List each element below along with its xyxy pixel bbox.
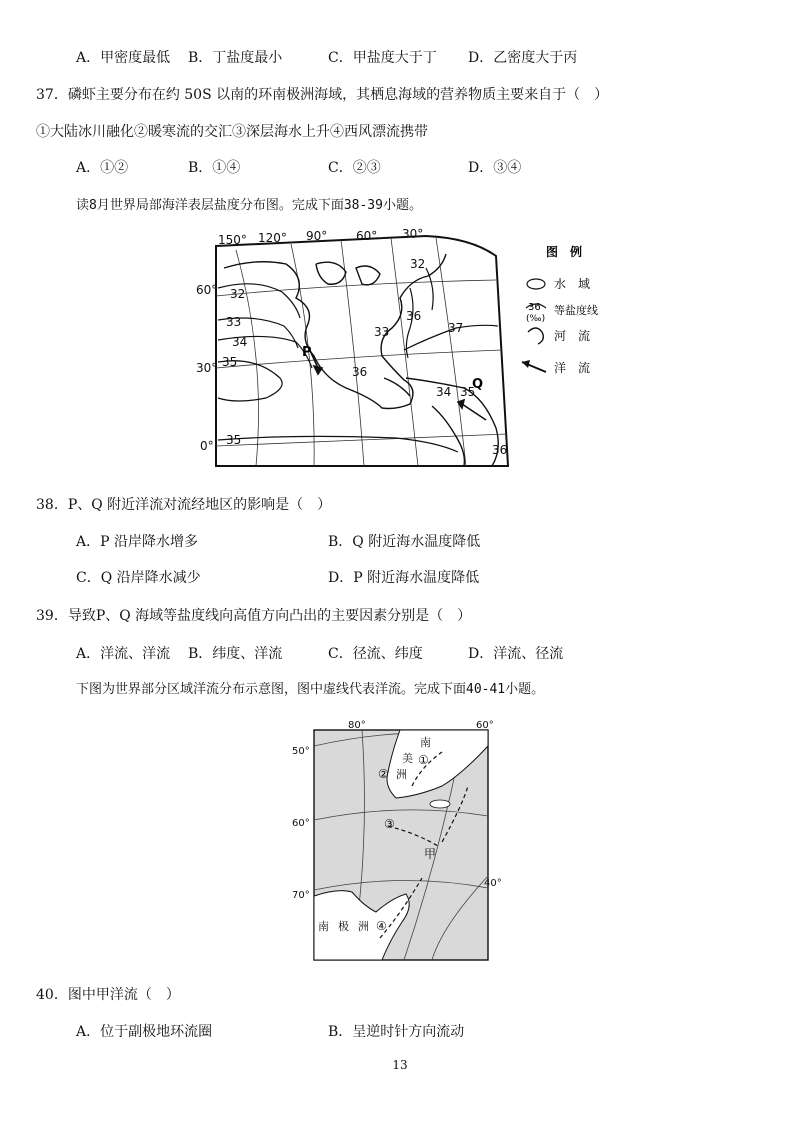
region-char: 南 (318, 920, 329, 933)
intro-40-41: 下图为世界部分区域洋流分布示意图，图中虚线代表洋流。完成下面40-41小题。 (76, 682, 545, 697)
q38-option-c: C．Q 沿岸降水减少 (76, 570, 201, 586)
lat-label: 0° (200, 439, 214, 453)
q40-stem: 40．图中甲洋流（ ） (36, 987, 180, 1003)
isohaline-label: 34 (232, 335, 248, 349)
current-map (292, 716, 506, 966)
q39-stem: 39．导致P、Q 海域等盐度线向高值方向凸出的主要因素分别是（ ） (36, 608, 472, 624)
region-char: 南 (420, 736, 431, 749)
lat-label: 30° (196, 361, 218, 375)
isohaline-label: 35 (460, 385, 476, 399)
q38-stem: 38．P、Q 附近洋流对流经地区的影响是（ ） (36, 497, 332, 513)
lon-label: 150° (218, 233, 247, 247)
q39-option-d: D．洋流、径流 (468, 646, 564, 662)
q37-option-a: A．①② (76, 160, 129, 176)
lon-label: 80° (348, 720, 366, 731)
isohaline-label: 34 (436, 385, 452, 399)
q37-items: ①大陆冰川融化②暖寒流的交汇③深层海水上升④西风漂流携带 (36, 124, 428, 140)
region-char: 洲 (396, 768, 407, 781)
q36-option-a: A．甲密度最低 (76, 50, 171, 66)
region-char: 洲 (358, 920, 369, 933)
isohaline-label: 32 (410, 257, 426, 271)
lat-label: 60° (196, 283, 218, 297)
lat-label: 60° (292, 818, 310, 829)
lon-label: 60° (476, 720, 494, 731)
q36-option-d: D．乙密度大于丙 (468, 50, 578, 66)
isohaline-label: 32 (230, 287, 246, 301)
isohaline-label: 33 (226, 315, 242, 329)
lon-label: 30° (402, 228, 424, 241)
isohaline-label: 33 (374, 325, 390, 339)
legend-sample-unit: (‰) (526, 314, 546, 324)
q37-stem: 37．磷虾主要分布在约 50S 以南的环南极洲海域，其栖息海域的营养物质主要来自于（ ） (36, 87, 609, 103)
q40-option-a: A．位于副极地环流圈 (76, 1024, 213, 1040)
map-legend (522, 244, 598, 375)
isohaline-label: 36 (352, 365, 368, 379)
legend-label: 洋 流 (554, 361, 591, 375)
lon-label: 120° (258, 231, 287, 245)
isohaline-label: 35 (222, 355, 238, 369)
q38-option-a: A．P 沿岸降水增多 (76, 534, 198, 550)
region-char: 美 (402, 752, 413, 765)
river-icon (528, 328, 543, 344)
isohaline-label: 37 (448, 321, 464, 335)
q39-option-b: B．纬度、洋流 (188, 646, 283, 662)
region-char: 极 (338, 920, 349, 933)
lon-label: 40° (484, 878, 502, 889)
q40-option-b: B．呈逆时针方向流动 (328, 1024, 465, 1040)
lat-label: 50° (292, 746, 310, 757)
q38-option-d: D．P 附近海水温度降低 (328, 570, 480, 586)
isohaline-label: 36 (406, 309, 422, 323)
intro-38-39: 读8月世界局部海洋表层盐度分布图。完成下面38-39小题。 (76, 198, 422, 213)
page-number: 13 (392, 1058, 408, 1072)
salinity-map (196, 228, 616, 474)
map-frame (216, 236, 508, 466)
current-jia-label: 甲 (424, 847, 437, 861)
q37-option-b: B．①④ (188, 160, 241, 176)
legend-title: 图 例 (546, 245, 583, 259)
q39-option-a: A．洋流、洋流 (76, 646, 171, 662)
lon-label: 90° (306, 229, 328, 243)
q36-option-b: B．丁盐度最小 (188, 50, 283, 66)
point-p-label: P (302, 345, 312, 360)
lon-label: 60° (356, 229, 378, 243)
marker-2: ② (378, 767, 389, 781)
marker-1: ① (418, 753, 429, 767)
isohaline-label: 35 (226, 433, 242, 447)
legend-label: 等盐度线 (554, 304, 598, 317)
marker-4: ④ (376, 919, 387, 933)
q36-option-c: C．甲盐度大于丁 (328, 50, 437, 66)
q37-option-d: D．③④ (468, 160, 522, 176)
legend-label: 水 域 (554, 277, 591, 291)
marker-3: ③ (384, 817, 395, 831)
legend-label: 河 流 (554, 329, 591, 343)
legend-sample-value: 36 (528, 302, 541, 313)
q37-option-c: C．②③ (328, 160, 381, 176)
isohaline-label: 36 (492, 443, 508, 457)
water-area-icon (527, 279, 545, 289)
lat-label: 70° (292, 890, 310, 901)
q38-option-b: B．Q 附近海水温度降低 (328, 534, 481, 550)
q39-option-c: C．径流、纬度 (328, 646, 423, 662)
point-q-label: Q (472, 377, 484, 392)
